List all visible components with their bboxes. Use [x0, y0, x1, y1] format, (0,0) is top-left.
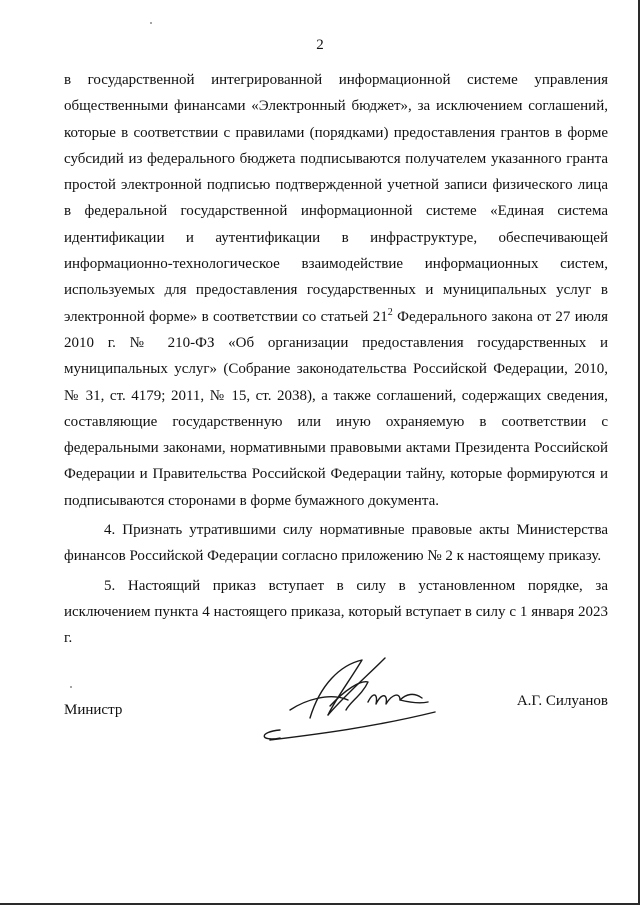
signature-block: [64, 640, 608, 750]
scan-speck: [150, 22, 152, 24]
signature-stroke: [264, 730, 280, 739]
signatory-position: Министр: [64, 702, 123, 718]
paragraph-item-4: 4. Признать утратившими силу нормативные правовые акты Министерства финансов Российской Федерации согласно приложению № 2 к настоящему приказу.: [64, 522, 608, 565]
paragraph-item-5: 5. Настоящий приказ вступает в силу в установленном порядке, за исключением пункта 4 настоящего приказа, который вступает в силу с 1 января 2023 г.: [64, 577, 608, 647]
paragraph-continuation: [64, 67, 608, 514]
document-body: [64, 67, 608, 652]
page-number: 2: [316, 37, 324, 53]
signature-stroke: [270, 712, 435, 740]
handwritten-signature: [250, 640, 450, 750]
paragraph-text: в государственной интегрированной информационной системе управления общественными финансами «Электронный бюджет», за исключением соглашений, которые в соответствии с правилами (порядками) предоставления грантов в форме субсидий из федерального бюджета подписываются получателем указанного гранта простой электронной подписью подтвержденной учетной записи физического лица в федеральной государственной информационной системе «Единая система идентификации и аутентификации в инфраструктуре, обеспечивающей информационно-технологическое взаимодействие информационных систем, используемых для предоставления государственных и муниципальных услуг в электронной форме» в соответствии со статьей 21: [64, 72, 608, 325]
signature-stroke: [328, 658, 385, 715]
signature-stroke: [400, 700, 428, 703]
signature-stroke: [310, 660, 362, 718]
signatory-name: А.Г. Силуанов: [516, 693, 608, 709]
article-superscript: 2: [387, 306, 393, 318]
paragraph-text: Федерального закона от 27 июля 2010 г. № 210-ФЗ «Об организации предоставления государственных и муниципальных услуг» (Собрание законодательства Российской Федерации, 2010, № 31, ст. 4179; 2011, № 15, ст. 2038), а также соглашений, содержащих сведения, составляющие государственную или иную охраняемую в соответствии с федеральными законами, нормативными правовыми актами Президента Российской Федерации и Правительства Российской Федерации тайну, которые формируются и подписываются сторонами в форме бумажного документа.: [64, 308, 609, 509]
